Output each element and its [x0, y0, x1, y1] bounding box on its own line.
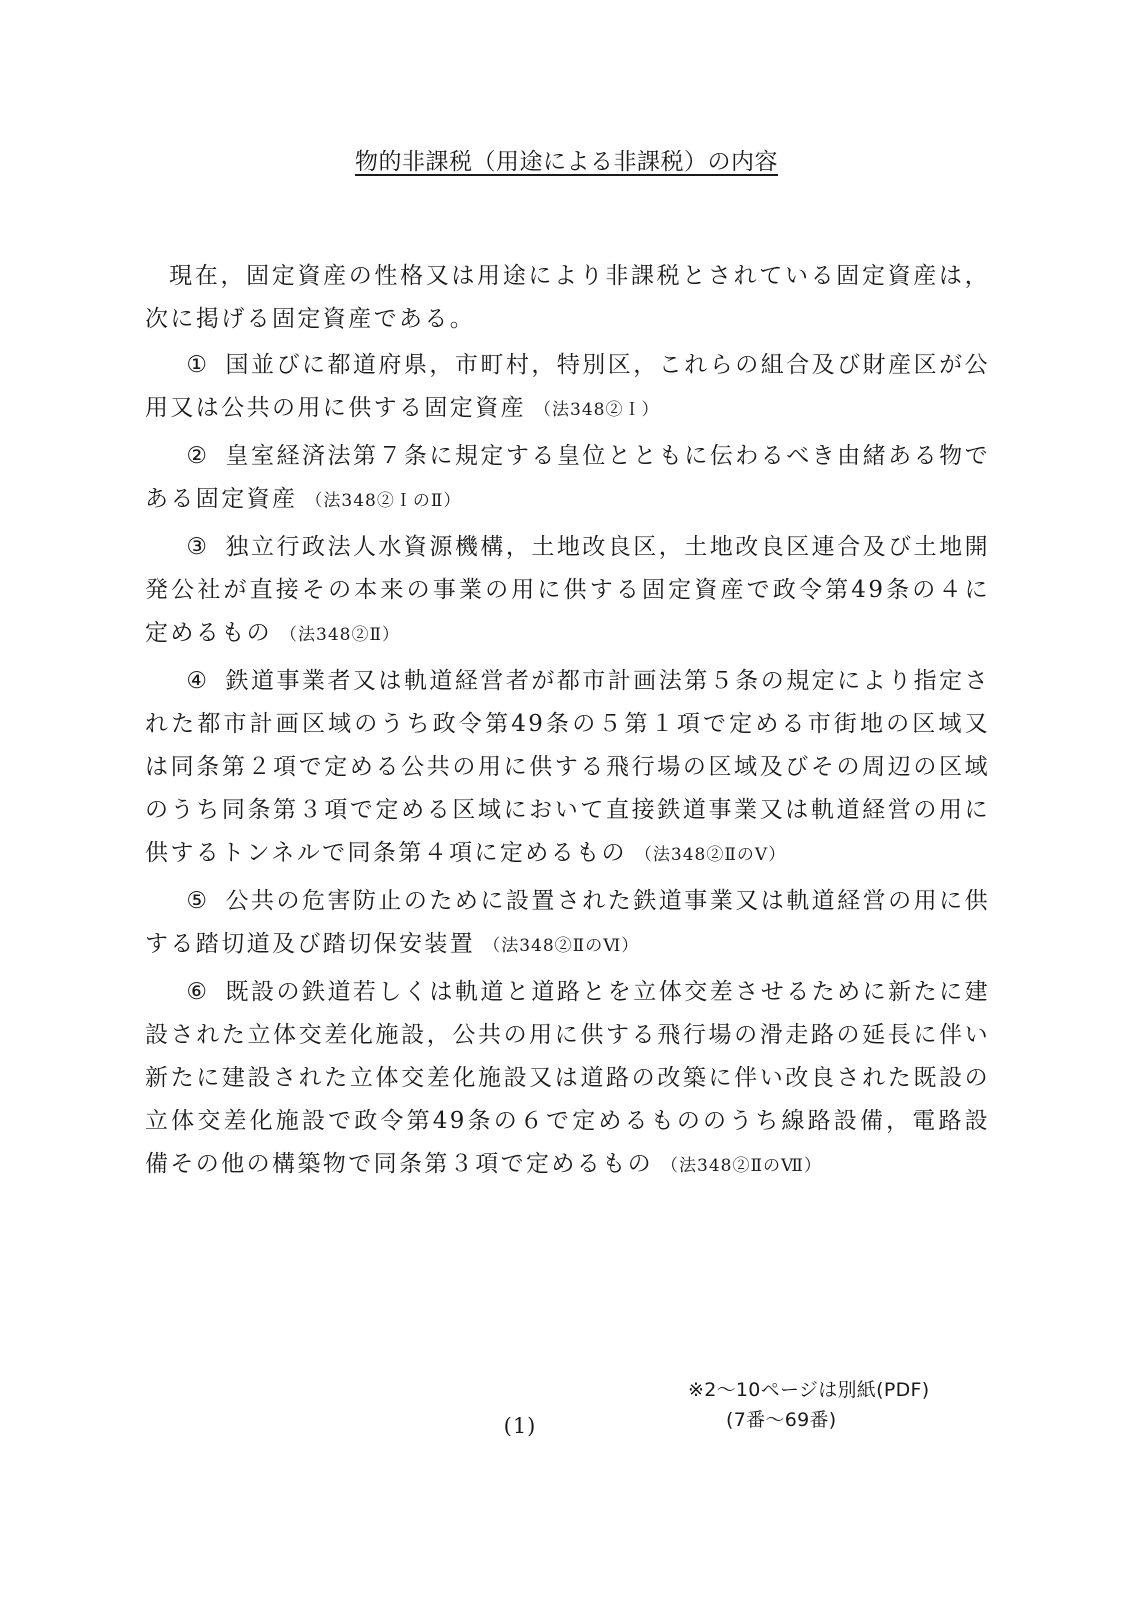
page-number: (1): [503, 1414, 537, 1438]
item-reference: （法348②Ⅱ）: [280, 625, 401, 645]
list-item: [145, 660, 990, 877]
item-text: 既設の鉄道若しくは軌道と道路とを立体交差させるために新たに建設された立体交差化施設，公共の用に供する飛行場の滑走路の延長に伴い新たに建設された立体交差化施設又は道路の改築に伴い改良された既設の立体交差化施設で政令第49条の６で定めるもののうち線路設備，電路設備その他の構築物で同条第３項で定めるもの: [145, 979, 990, 1177]
item-reference: （法348②Ｉ）: [534, 400, 660, 420]
item-text: 公共の危害防止のために設置された鉄道事業又は軌道経営の用に供する踏切道及び踏切保安装置: [145, 888, 990, 957]
intro-paragraph: 現在，固定資産の性格又は用途により非課税とされている固定資産は，次に掲げる固定資産である。: [145, 263, 990, 332]
item-text: 独立行政法人水資源機構，土地改良区，土地改良区連合及び土地開発公社が直接その本来の事業の用に供する固定資産で政令第49条の４に定めるもの: [145, 534, 990, 646]
item-reference: （法348②ⅡのⅥ）: [483, 936, 640, 956]
item-marker: ⑤: [186, 888, 210, 914]
item-text: 鉄道事業者又は軌道経営者が都市計画法第５条の規定により指定された都市計画区域のうち政令第49条の５第１項で定める市街地の区域又は同条第２項で定める公共の用に供する飛行場の区域及びその周辺の区域のうち同条第３項で定める区域において直接鉄道事業又は軌道経営の用に供するトンネルで同条第４項に定めるもの: [145, 668, 990, 866]
document-title: [0, 143, 1133, 176]
item-reference: （法348②ＩのⅡ）: [305, 491, 462, 511]
item-marker: ⑥: [186, 979, 210, 1005]
list-item: [145, 435, 990, 523]
item-marker: ②: [186, 443, 210, 469]
item-reference: （法348②ⅡのⅤ）: [634, 845, 787, 865]
attachment-note-line-2: (7番～69番): [726, 1409, 837, 1431]
list-item: [145, 526, 990, 657]
item-text: 皇室経済法第７条に規定する皇位とともに伝わるべき由緒ある物である固定資産: [145, 443, 990, 512]
item-text: 国並びに都道府県，市町村，特別区，これらの組合及び財産区が公用又は公共の用に供する固定資産: [145, 352, 990, 421]
list-item: [145, 880, 990, 968]
item-marker: ①: [186, 352, 210, 378]
item-marker: ④: [186, 668, 210, 694]
list-item: [145, 344, 990, 432]
document-body: [145, 255, 990, 1191]
attachment-note-line-1: ※2～10ページは別紙(PDF): [688, 1379, 930, 1401]
item-marker: ③: [186, 534, 210, 560]
document-title-text: 物的非課税（用途による非課税）の内容: [355, 149, 778, 175]
list-item: [145, 971, 990, 1188]
item-reference: （法348②ⅡのⅦ）: [661, 1156, 822, 1176]
